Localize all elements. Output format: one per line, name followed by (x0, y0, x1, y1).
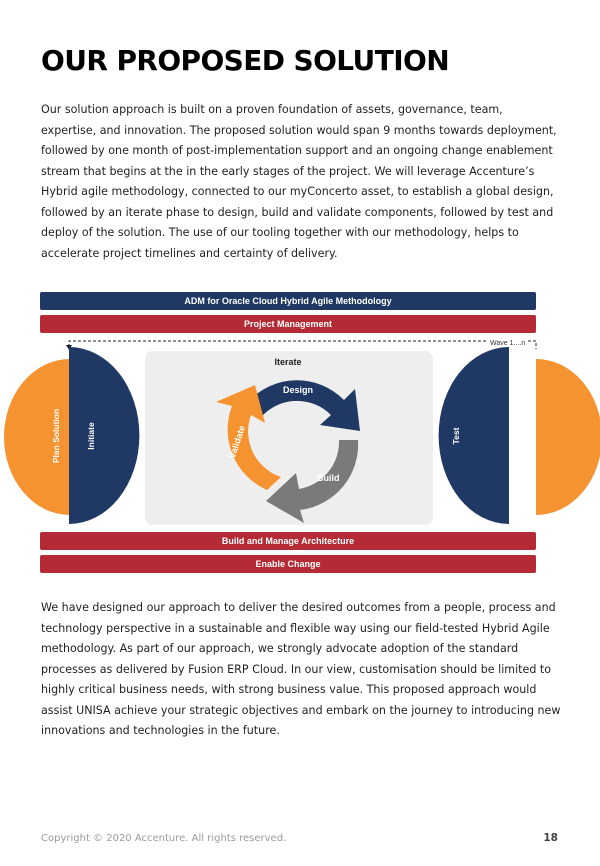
copyright-notice: Copyright © 2020 Accenture. All rights reserved. (41, 833, 287, 844)
project-management-bar: Project Management (40, 315, 536, 333)
plan-solution-label: Plan Solution (51, 408, 61, 464)
validate-label: Validate (226, 424, 248, 460)
test-label: Test (451, 427, 461, 445)
wave-label: Wave 1....n (490, 340, 526, 347)
enable-change-bar: Enable Change (40, 555, 536, 573)
build-label: Build (317, 473, 340, 483)
page-title: OUR PROPOSED SOLUTION (41, 44, 450, 77)
page-number: 18 (543, 832, 558, 844)
approach-paragraph: We have designed our approach to deliver the desired outcomes from a people, process and technology perspective in a sustainable and flexible way using our field-tested Hybrid Agile methodology. As part of our approach, we strongly advocate adoption of the standard processes as delivered by Fusion ERP Cloud. In our view, customisation should be limited to highly critical business needs, with strong business value. This proposed approach would assist UNISA achieve your strategic objectives and embark on the journey to introducing new innovations and technologies in the future. (41, 601, 561, 737)
architecture-bar: Build and Manage Architecture (40, 532, 536, 550)
methodology-diagram (0, 285, 600, 580)
iterate-label: Iterate (274, 357, 302, 367)
intro-paragraph: Our solution approach is built on a proven foundation of assets, governance, team, expertise, and innovation. The proposed solution would span 9 months towards deployment, followed by one month of post-implementation support and an ongoing change enablement stream that begins at the in the early stages of the project. We will leverage Accenture’s Hybrid agile methodology, connected to our myConcerto asset, to establish a global design, followed by an iterate phase to design, build and validate components, followed by test and deploy of the solution. The use of our tooling together with our methodology, helps to accelerate project timelines and certainty of delivery. (41, 103, 557, 260)
initiate-shape (69, 347, 139, 524)
design-label: Design (283, 385, 314, 395)
deploy-label: Deploy (522, 421, 532, 451)
wave-bracket (69, 341, 536, 349)
initiate-label: Initiate (86, 422, 96, 450)
deploy-shape (536, 359, 600, 515)
test-shape (439, 347, 509, 524)
methodology-bar: ADM for Oracle Cloud Hybrid Agile Methodology (40, 292, 536, 310)
